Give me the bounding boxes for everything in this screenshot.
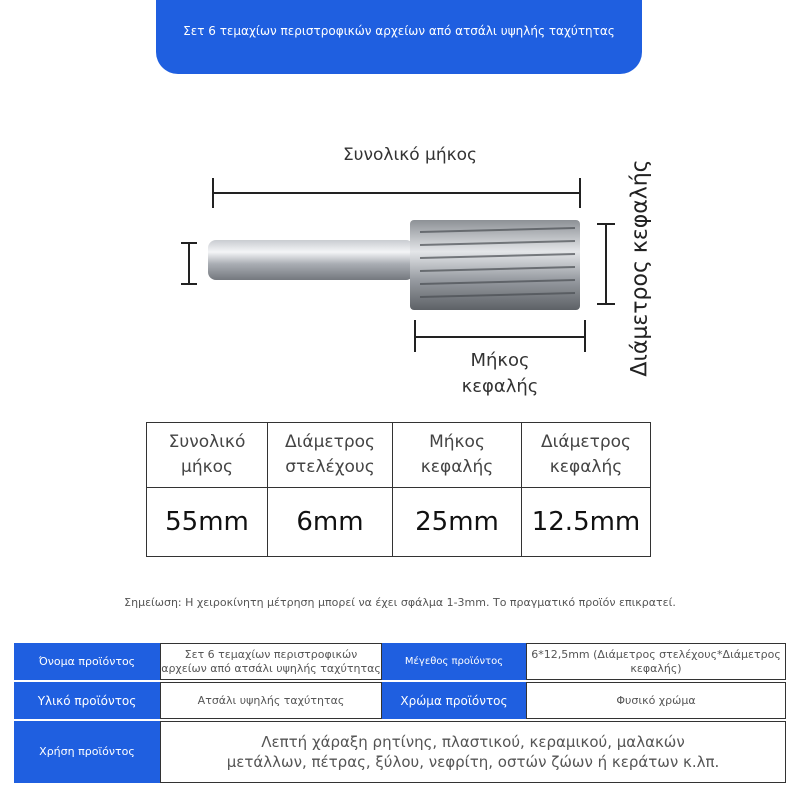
- specs-value-row: [147, 488, 651, 557]
- specs-header-cell: Μήκος κεφαλής: [393, 423, 522, 488]
- product-color-label: Χρώμα προϊόντος: [382, 682, 526, 719]
- product-info-table: [14, 643, 786, 783]
- rotary-file-image: [120, 190, 620, 330]
- specs-value-cell: 12.5mm: [522, 488, 651, 557]
- specs-table: [146, 422, 651, 557]
- measurement-note: Σημείωση: Η χειροκίνητη μέτρηση μπορεί να έχει σφάλμα 1-3mm. Το πραγματικό προϊόν επικρατεί.: [124, 596, 676, 609]
- product-size-value: 6*12,5mm (Διάμετρος στελέχους*Διάμετρος κεφαλής): [526, 643, 786, 680]
- specs-value-cell: 55mm: [147, 488, 268, 557]
- specs-value-cell: 25mm: [393, 488, 522, 557]
- product-material-label: Υλικό προϊόντος: [14, 682, 160, 719]
- shank: [208, 240, 414, 280]
- head-length-tick-right: [584, 320, 586, 352]
- specs-header-cell: Συνολικό μήκος: [147, 423, 268, 488]
- product-size-label: Μέγεθος προϊόντος: [382, 643, 526, 680]
- product-name-label: Όνομα προϊόντος: [14, 643, 160, 680]
- head-length-tick-left: [414, 320, 416, 352]
- head-diameter-line: [605, 224, 607, 304]
- head-diameter-label: Διάμετρος κεφαλής: [627, 159, 653, 377]
- title-banner: [156, 0, 642, 74]
- specs-value-cell: 6mm: [268, 488, 393, 557]
- head-diameter-label-wrap: [610, 128, 670, 408]
- product-color-value: Φυσικό χρώμα: [526, 682, 786, 719]
- product-name-value: Σετ 6 τεμαχίων περιστροφικών αρχείων από ατσάλι υψηλής ταχύτητας: [160, 643, 382, 680]
- cutting-head: [410, 220, 580, 310]
- overall-length-label: Συνολικό μήκος: [342, 145, 478, 165]
- product-material-value: Ατσάλι υψηλής ταχύτητας: [160, 682, 382, 719]
- product-usage-value: Λεπτή χάραξη ρητίνης, πλαστικού, κεραμικού, μαλακών μετάλλων, πέτρας, ξύλου, νεφρίτη, οστών ζώων ή κεράτων κ.λπ.: [160, 721, 786, 783]
- head-length-line: [415, 336, 585, 338]
- product-usage-label: Χρήση προϊόντος: [14, 721, 160, 783]
- specs-header-row: [147, 423, 651, 488]
- banner-title: Σετ 6 τεμαχίων περιστροφικών αρχείων από ατσάλι υψηλής ταχύτητας: [183, 24, 615, 38]
- specs-header-cell: Διάμετρος στελέχους: [268, 423, 393, 488]
- head-length-label: Μήκος κεφαλής: [461, 350, 539, 397]
- specs-header-cell: Διάμετρος κεφαλής: [522, 423, 651, 488]
